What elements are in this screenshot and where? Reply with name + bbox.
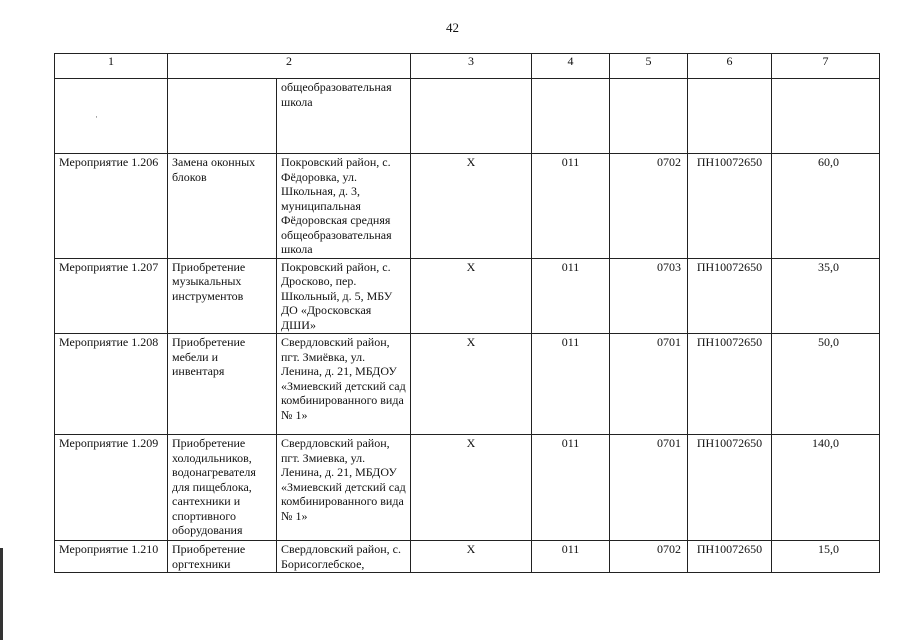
col7-cell: 35,0 xyxy=(772,258,880,334)
event-address: Свердловский район, с. Борисоглебское, xyxy=(281,542,401,571)
event-cell xyxy=(55,541,168,573)
address-cell xyxy=(277,435,411,541)
column-header-5: 5 xyxy=(610,54,688,79)
col4-cell: 011 xyxy=(532,435,610,541)
event-name: Приобретение мебели и инвентаря xyxy=(172,335,246,378)
col6-cell: ПН10072650 xyxy=(688,541,772,573)
address-cell xyxy=(277,79,411,154)
col3-cell: X xyxy=(411,435,532,541)
col6-cell xyxy=(688,79,772,154)
col7-cell: 50,0 xyxy=(772,334,880,435)
address-cell xyxy=(277,541,411,573)
event-address: Покровский район, с. Фёдоровка, ул. Школьная, д. 3, муниципальная Фёдоровская средняя общеобразовательная школа xyxy=(281,155,392,256)
column-header-2: 2 xyxy=(168,54,411,79)
col5-cell: 0702 xyxy=(610,154,688,259)
col7-cell: 140,0 xyxy=(772,435,880,541)
event-name: Приобретение оргтехники xyxy=(172,542,246,571)
col6-cell: ПН10072650 xyxy=(688,258,772,334)
col3-cell: X xyxy=(411,258,532,334)
col6-cell: ПН10072650 xyxy=(688,334,772,435)
col3-cell: X xyxy=(411,541,532,573)
col3-cell xyxy=(411,79,532,154)
col5-cell: 0702 xyxy=(610,541,688,573)
event-address: общеобразовательная школа xyxy=(281,80,392,109)
event-address: Свердловский район, пгт. Змиевка, ул. Ленина, д. 21, МБДОУ «Змиевский детский сад комбинированного вида № 1» xyxy=(281,436,406,523)
event-cell xyxy=(55,258,168,334)
col5-cell xyxy=(610,79,688,154)
column-header-7: 7 xyxy=(772,54,880,79)
col5-cell: 0703 xyxy=(610,258,688,334)
col5-cell: 0701 xyxy=(610,435,688,541)
col3-cell: X xyxy=(411,154,532,259)
event-label: Мероприятие 1.208 xyxy=(59,335,159,349)
column-header-4: 4 xyxy=(532,54,610,79)
col4-cell: 011 xyxy=(532,541,610,573)
name-cell xyxy=(168,258,277,334)
event-cell xyxy=(55,334,168,435)
name-cell xyxy=(168,541,277,573)
column-header-3: 3 xyxy=(411,54,532,79)
col4-cell xyxy=(532,79,610,154)
col7-cell: 15,0 xyxy=(772,541,880,573)
event-label: Мероприятие 1.207 xyxy=(59,259,159,274)
event-label: Мероприятие 1.210 xyxy=(59,542,159,556)
address-cell xyxy=(277,258,411,334)
column-header-1: 1 xyxy=(55,54,168,79)
table-row xyxy=(55,79,880,154)
col4-cell: 011 xyxy=(532,154,610,259)
budget-table xyxy=(54,53,880,573)
col4-cell: 011 xyxy=(532,334,610,435)
name-cell xyxy=(168,334,277,435)
event-label: Мероприятие 1.206 xyxy=(59,155,159,169)
table-row xyxy=(55,154,880,259)
col4-cell: 011 xyxy=(532,258,610,334)
event-label xyxy=(55,79,167,81)
event-address: Покровский район, с. Дросково, пер. Школьный, д. 5, МБУ ДО «Дросковская ДШИ» xyxy=(281,259,393,332)
page-number: 42 xyxy=(446,20,459,35)
column-number-row xyxy=(55,54,880,79)
col5-cell: 0701 xyxy=(610,334,688,435)
column-header-6: 6 xyxy=(688,54,772,79)
event-name: Приобретение холодильников, водонагревателя для пищеблока, сантехники и спортивного оборудования xyxy=(172,436,256,537)
col3-cell: X xyxy=(411,334,532,435)
name-cell xyxy=(168,154,277,259)
address-cell xyxy=(277,154,411,259)
event-name xyxy=(168,79,276,81)
col6-cell: ПН10072650 xyxy=(688,154,772,259)
event-cell xyxy=(55,79,168,154)
name-cell xyxy=(168,435,277,541)
event-label: Мероприятие 1.209 xyxy=(59,436,159,450)
name-cell xyxy=(168,79,277,154)
scan-edge-mark xyxy=(0,548,3,640)
table-row xyxy=(55,334,880,435)
table-row xyxy=(55,541,880,573)
address-cell xyxy=(277,334,411,435)
event-cell xyxy=(55,154,168,259)
event-address: Свердловский район, пгт. Змиёвка, ул. Ленина, д. 21, МБДОУ «Змиевский детский сад комбинированного вида № 1» xyxy=(281,335,406,422)
col7-cell xyxy=(772,79,880,154)
table-row xyxy=(55,435,880,541)
event-name: Приобретение музыкальных инструментов xyxy=(172,259,246,303)
event-name: Замена оконных блоков xyxy=(172,155,256,184)
table-row xyxy=(55,258,880,334)
event-cell xyxy=(55,435,168,541)
col7-cell: 60,0 xyxy=(772,154,880,259)
col6-cell: ПН10072650 xyxy=(688,435,772,541)
scan-speck: · xyxy=(95,112,98,122)
